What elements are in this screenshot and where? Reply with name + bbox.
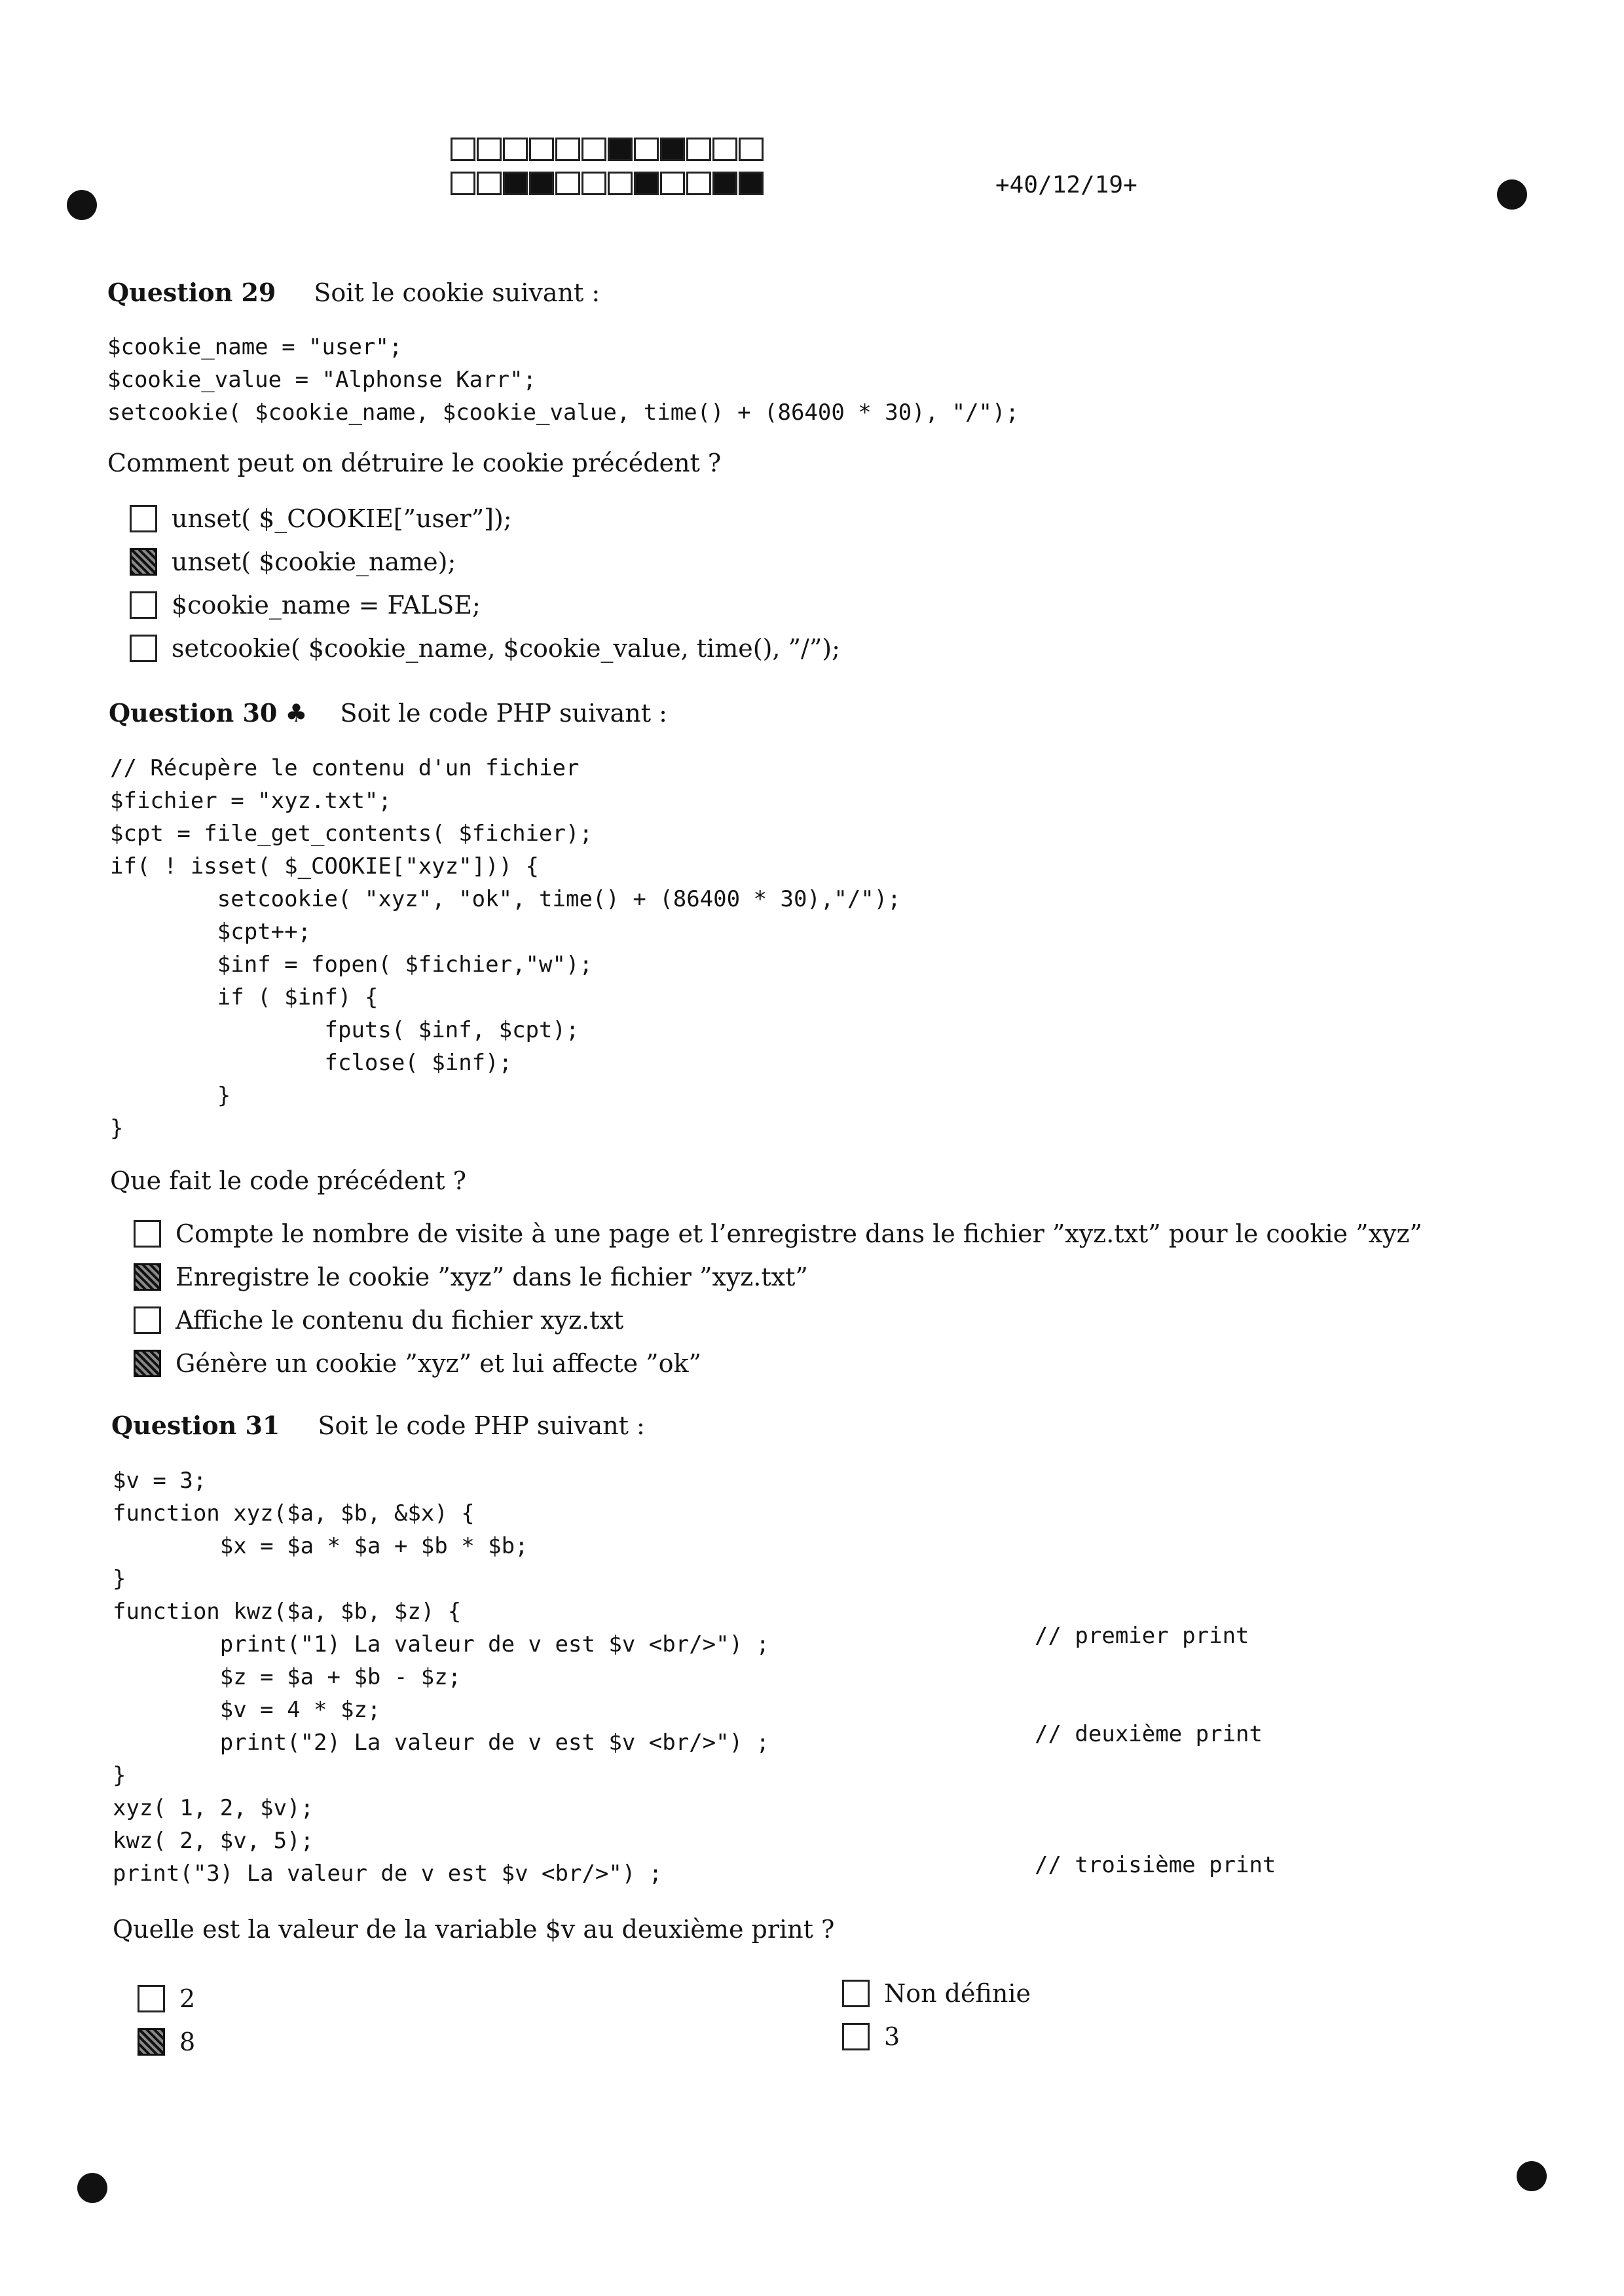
barcode-cell [451,138,475,161]
question-intro: Soit le code PHP suivant : [340,699,667,728]
question-29-code: $cookie_name = "user"; $cookie_value = "Alphonse Karr"; setcookie( $cookie_name, $cookie_value, time() + (86400 * 30), "/"); [107,334,1019,426]
barcode-cell [660,172,685,195]
choice-label: Compte le nombre de visite à une page et l’enregistre dans le fichier ”xyz.txt” pour le cookie ”xyz” [175,1219,1422,1248]
choice-label: unset( $cookie_name); [172,547,456,576]
registration-mark-bottom-left [77,2173,107,2203]
q29-choice-1[interactable] [130,504,512,533]
q29-checkbox-4[interactable] [130,635,157,662]
question-number: Question 31 [111,1411,280,1440]
barcode-cell [634,172,659,195]
q31-checkbox-1[interactable] [138,1985,165,2012]
q31-choice-4[interactable] [842,2022,900,2051]
q30-checkbox-2[interactable] [134,1263,161,1291]
barcode-cell [712,172,737,195]
question-30-code: // Récupère le contenu d'un fichier $fichier = "xyz.txt"; $cpt = file_get_contents( $fichier); if( ! isset( $_COOKIE["xyz"])) { setcookie( "xyz", "ok", time() + (86400 * 30),"/"); $cpt++; $inf = fopen( $fichier,"w"); if ( $inf) { fputs( $inf, $cpt); fclose( $inf); } } [110,755,901,1141]
barcode-cell [477,172,502,195]
barcode-cell [608,172,633,195]
q31-choice-2[interactable] [138,2028,195,2056]
q31-choice-3[interactable] [842,1979,1031,2008]
registration-mark-top-right [1497,179,1527,210]
choice-label: 3 [884,2022,900,2051]
q29-checkbox-2[interactable] [130,548,157,576]
barcode-cell [739,172,764,195]
code-comment-third-print: // troisième print [1035,1852,1276,1878]
q31-checkbox-4[interactable] [842,2023,870,2050]
barcode-cell [529,138,554,161]
barcode-cell [503,172,528,195]
question-30-heading [109,698,667,728]
barcode-cell [581,172,606,195]
barcode-cell [634,138,659,161]
page-id: +40/12/19+ [995,172,1137,198]
choice-label: Génère un cookie ”xyz” et lui affecte ”ok” [175,1349,701,1378]
question-31-code: $v = 3; function xyz($a, $b, &$x) { $x = $a * $a + $b * $b; } function kwz($a, $b, $z) { print("1) La valeur de v est $v <br/>") ; $z = $a + $b - $z; $v = 4 * $z; print("2) La valeur de v est $v <br/>") ; } xyz( 1, 2, $v); kwz( 2, $v, 5); print("3) La valeur de v est $v <br/>") ; [113,1468,770,1887]
choice-label: 2 [179,1984,196,2013]
question-31-prompt: Quelle est la valeur de la variable $v au deuxième print ? [113,1915,835,1944]
choice-label: 8 [179,2028,196,2056]
q30-choice-3[interactable] [134,1306,623,1335]
club-icon: ♣ [285,699,308,728]
q29-checkbox-1[interactable] [130,505,157,532]
q29-choice-3[interactable] [130,591,481,620]
q29-choice-4[interactable] [130,634,840,663]
barcode-top-row [451,138,765,161]
question-number: Question 29 [107,278,276,307]
barcode-cell [503,138,528,161]
choice-label: Enregistre le cookie ”xyz” dans le fichier ”xyz.txt” [175,1263,808,1291]
barcode-cell [555,172,580,195]
q29-checkbox-3[interactable] [130,591,157,619]
q31-choice-1[interactable] [138,1984,195,2013]
code-comment-first-print: // premier print [1035,1623,1249,1649]
barcode-cell [529,172,554,195]
question-29-prompt: Comment peut on détruire le cookie précédent ? [107,449,722,477]
q30-choice-4[interactable] [134,1349,701,1378]
question-29-heading [107,278,600,307]
choice-label: Affiche le contenu du fichier xyz.txt [175,1306,624,1335]
barcode-cell [608,138,633,161]
choice-label: setcookie( $cookie_name, $cookie_value, time(), ”/”); [172,634,840,663]
choice-label: Non définie [884,1979,1031,2008]
q30-checkbox-4[interactable] [134,1350,161,1377]
question-intro: Soit le cookie suivant : [314,278,600,307]
barcode-cell [555,138,580,161]
registration-mark-bottom-right [1517,2161,1547,2191]
q30-checkbox-1[interactable] [134,1220,161,1248]
barcode-cell [686,138,711,161]
barcode-cell [686,172,711,195]
q30-choice-1[interactable] [134,1219,1422,1248]
q31-checkbox-2[interactable] [138,2028,165,2056]
question-number: Question 30 [109,698,278,728]
question-intro: Soit le code PHP suivant : [318,1411,645,1440]
registration-mark-top-left [67,190,97,220]
question-30-prompt: Que fait le code précédent ? [110,1166,466,1195]
code-comment-second-print: // deuxième print [1035,1721,1263,1747]
choice-label: $cookie_name = FALSE; [172,591,481,620]
barcode-cell [739,138,764,161]
barcode-cell [451,172,475,195]
q29-choice-2[interactable] [130,547,456,576]
q30-checkbox-3[interactable] [134,1306,161,1334]
barcode-cell [477,138,502,161]
barcode-bottom-row [451,172,765,195]
barcode-cell [581,138,606,161]
q31-checkbox-3[interactable] [842,1980,870,2007]
question-31-heading [111,1411,645,1440]
barcode-cell [712,138,737,161]
barcode-cell [660,138,685,161]
choice-label: unset( $_COOKIE[”user”]); [172,504,512,533]
q30-choice-2[interactable] [134,1263,808,1291]
